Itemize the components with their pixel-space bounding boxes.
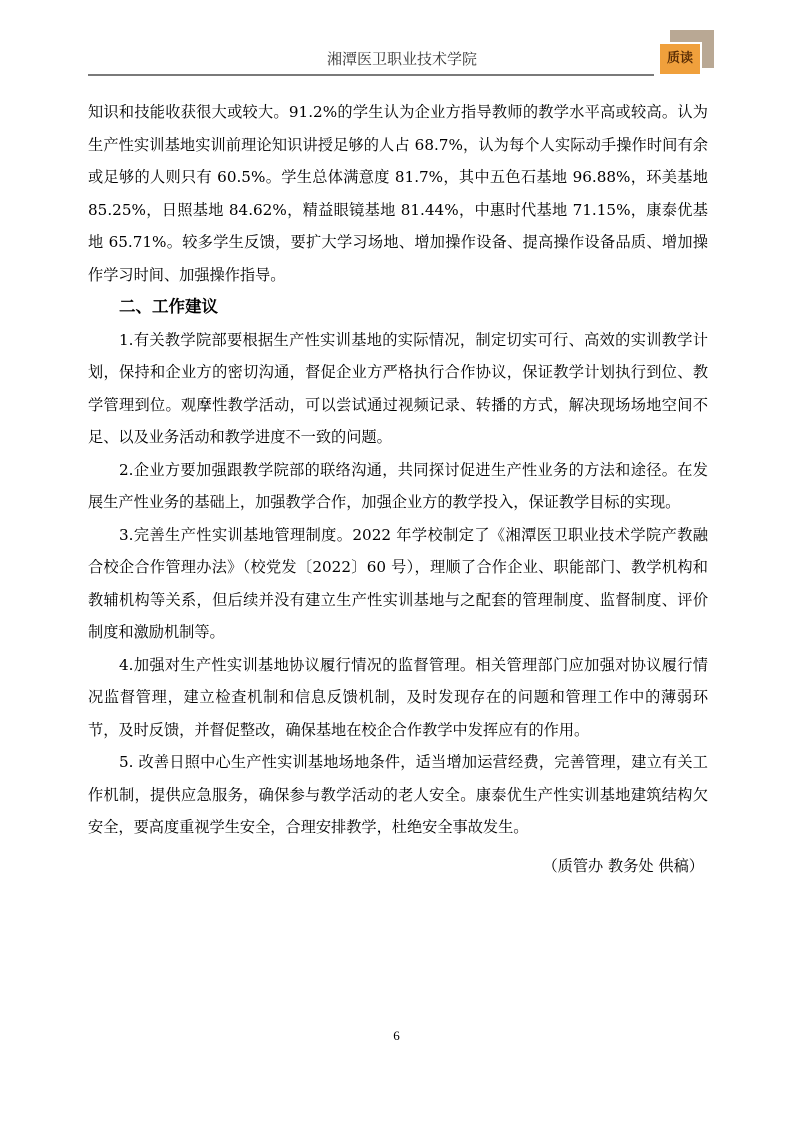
header-logo [658, 30, 714, 76]
paragraph-survey-results: 知识和技能收获很大或较大。91.2%的学生认为企业方指导教师的教学水平高或较高。认为生产性实训基地实训前理论知识讲授足够的人占 68.7%，认为每个人实际动手操作时间有余或足够的人则只有 60.5%。学生总体满意度 81.7%，其中五色石基地 96.88%，环美基地 85.25%，日照基地 84.62%，精益眼镜基地 81.44%，中惠时代基地 71.15%，康泰优基地 65.71%。较多学生反馈，要扩大学习场地、增加操作设备、提高操作设备品质、增加操作学习时间、加强操作指导。 [88, 103, 708, 284]
paragraph-suggestion-5: 5. 改善日照中心生产性实训基地场地条件，适当增加运营经费，完善管理，建立有关工作机制，提供应急服务，确保参与教学活动的老人安全。康泰优生产性实训基地建筑结构欠安全，要高度重视学生安全，合理安排教学，杜绝安全事故发生。 [88, 753, 708, 836]
section-heading: 二、工作建议 [119, 297, 218, 316]
paragraph-suggestion-2: 2.企业方要加强跟教学院部的联络沟通，共同探讨促进生产性业务的方法和途径。在发展生产性业务的基础上，加强教学合作，加强企业方的教学投入，保证教学目标的实现。 [88, 460, 708, 511]
document-body [88, 96, 708, 882]
paragraph-suggestion-4: 4.加强对生产性实训基地协议履行情况的监督管理。相关管理部门应加强对协议履行情况监督管理，建立检查机制和信息反馈机制，及时发现存在的问题和管理工作中的薄弱环节，及时反馈，并督促整改，确保基地在校企合作教学中发挥应有的作用。 [88, 655, 708, 739]
signature-line: （质管办 教务处 供稿） [542, 856, 704, 875]
page-number: 6 [393, 1028, 400, 1043]
paragraph-suggestion-1: 1.有关教学院部要根据生产性实训基地的实际情况，制定切实可行、高效的实训教学计划，保持和企业方的密切沟通，督促企业方严格执行合作协议，保证教学计划执行到位、教学管理到位。观摩性教学活动，可以尝试通过视频记录、转播的方式，解决现场场地空间不足、以及业务活动和教学进度不一致的问题。 [88, 330, 708, 446]
header-title: 湘潭医卫职业技术学院 [326, 50, 477, 68]
header-divider [88, 74, 654, 76]
paragraph-suggestion-3: 3.完善生产性实训基地管理制度。2022 年学校制定了《湘潭医卫职业技术学院产教融合校企合作管理办法》（校党发〔2022〕60 号），理顺了合作企业、职能部门、教学机构和教辅机构等关系，但后续并没有建立生产性实训基地与之配套的管理制度、监督制度、评价制度和激励机制等。 [88, 525, 708, 641]
page-header [88, 30, 716, 80]
logo-front-square: 质读 [658, 42, 702, 76]
